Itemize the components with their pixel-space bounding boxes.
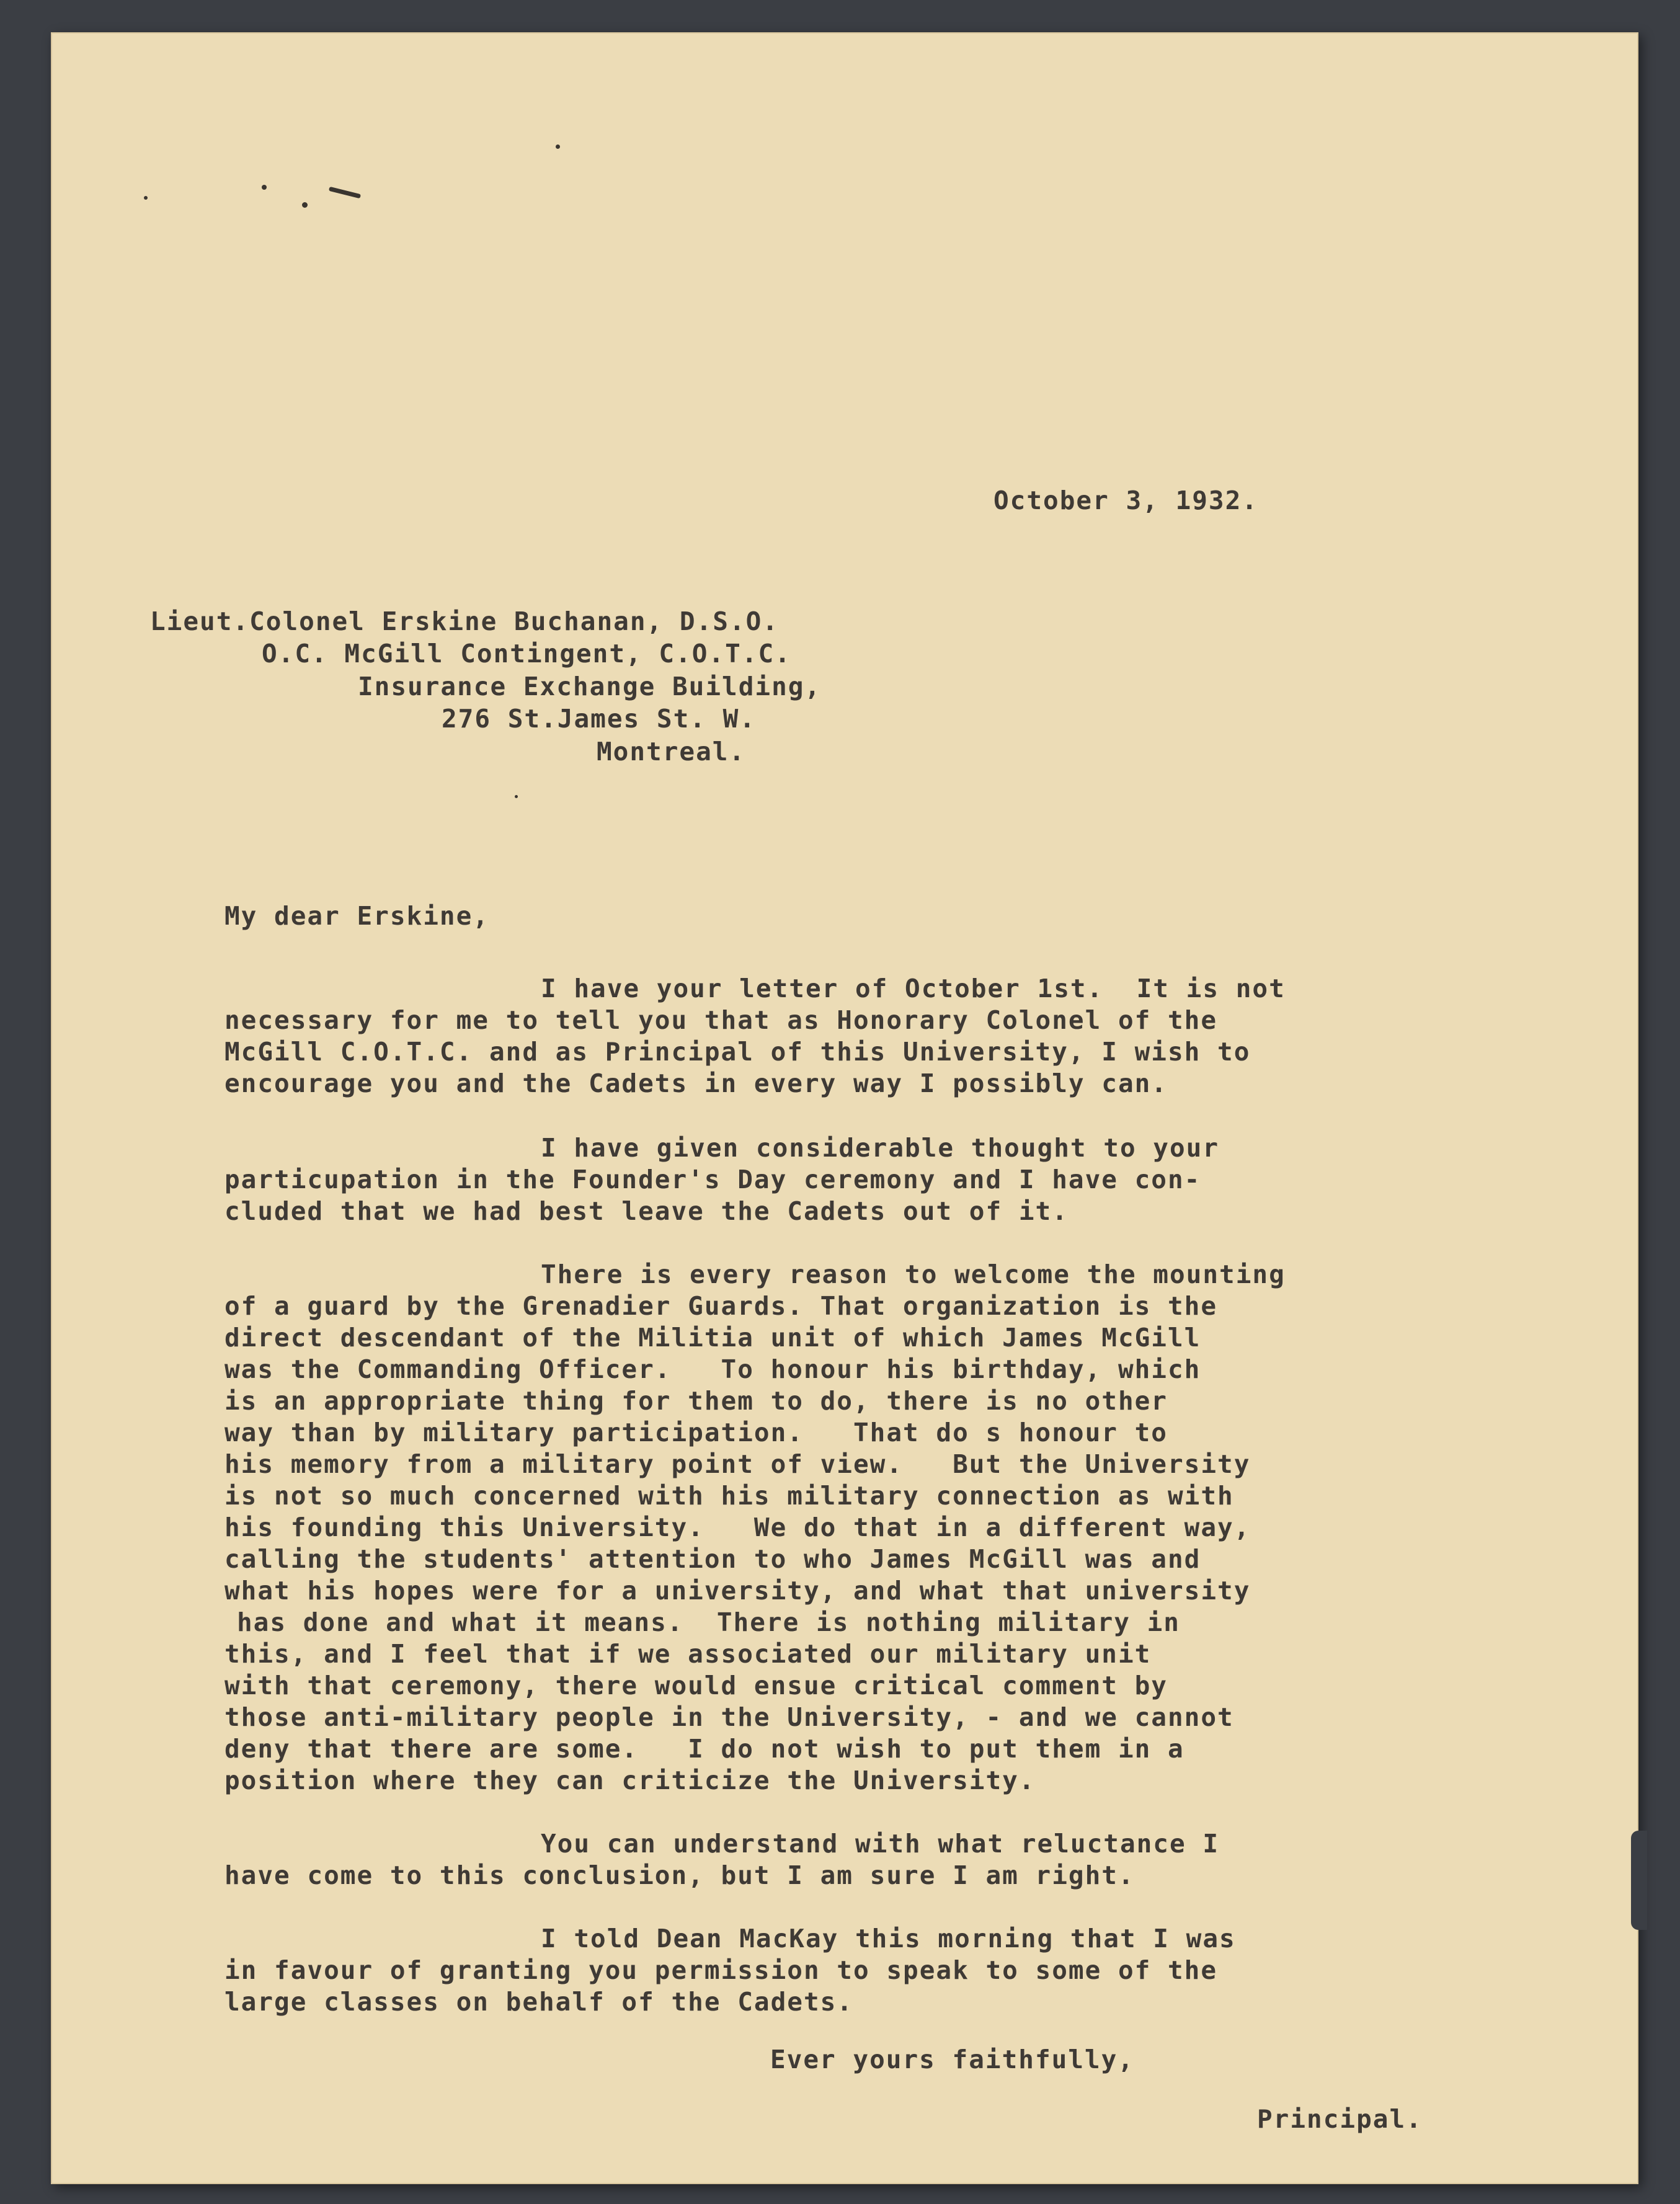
- address-line-3: Insurance Exchange Building,: [358, 672, 822, 701]
- paragraph5-line-3: large classes on behalf of the Cadets.: [224, 1987, 853, 2017]
- ink-mark: [329, 187, 361, 198]
- paragraph1-line-2: necessary for me to tell you that as Honorary Colonel of the: [224, 1005, 1218, 1035]
- paragraph1-line-4: encourage you and the Cadets in every way I possibly can.: [224, 1069, 1168, 1098]
- paragraph2-line-3: cluded that we had best leave the Cadets out of it.: [224, 1196, 1069, 1226]
- paragraph3-line-5: is an appropriate thing for them to do, there is no other: [224, 1386, 1168, 1416]
- page-edge-notch: [1631, 1831, 1647, 1930]
- paragraph3-line-6: way than by military participation. That do s honour to: [224, 1418, 1168, 1447]
- paragraph3-line-1: There is every reason to welcome the mounting: [541, 1260, 1286, 1289]
- paragraph3-line-11: what his hopes were for a university, and what that university: [224, 1576, 1251, 1606]
- paragraph3-line-9: his founding this University. We do that in a different way,: [224, 1513, 1251, 1542]
- address-line-2: O.C. McGill Contingent, C.O.T.C.: [262, 639, 791, 669]
- address-line-5: Montreal.: [597, 737, 746, 767]
- letter-date: October 3, 1932.: [993, 486, 1258, 515]
- ink-mark: [556, 144, 560, 149]
- paragraph4-line-1: You can understand with what reluctance I: [541, 1829, 1220, 1859]
- paragraph3-line-16: deny that there are some. I do not wish to put them in a: [224, 1734, 1184, 1764]
- paragraph3-line-10: calling the students' attention to who James McGill was and: [224, 1544, 1201, 1574]
- paragraph3-line-2: of a guard by the Grenadier Guards. That organization is the: [224, 1291, 1218, 1321]
- address-line-4: 276 St.James St. W.: [442, 704, 756, 734]
- paragraph2-line-1: I have given considerable thought to your: [541, 1133, 1220, 1163]
- paragraph3-line-4: was the Commanding Officer. To honour his birthday, which: [224, 1354, 1201, 1384]
- paragraph3-line-14: with that ceremony, there would ensue critical comment by: [224, 1671, 1168, 1700]
- paragraph2-line-2: particupation in the Founder's Day ceremony and I have con-: [224, 1165, 1201, 1194]
- paragraph3-line-17: position where they can criticize the University.: [224, 1766, 1036, 1795]
- ink-mark: [262, 185, 267, 190]
- paragraph3-line-8: is not so much concerned with his military connection as with: [224, 1481, 1234, 1511]
- address-line-1: Lieut.Colonel Erskine Buchanan, D.S.O.: [150, 607, 779, 636]
- ink-mark: [515, 795, 518, 798]
- closing: Ever yours faithfully,: [770, 2045, 1135, 2074]
- paragraph3-line-15: those anti-military people in the University, - and we cannot: [224, 1702, 1234, 1732]
- signature-title: Principal.: [1257, 2104, 1423, 2134]
- ink-mark: [144, 196, 148, 200]
- salutation: My dear Erskine,: [224, 901, 489, 931]
- paragraph3-line-12: has done and what it means. There is nothing military in: [237, 1607, 1180, 1637]
- paragraph1-line-3: McGill C.O.T.C. and as Principal of this University, I wish to: [224, 1037, 1251, 1067]
- paragraph3-line-7: his memory from a military point of view. But the University: [224, 1449, 1251, 1479]
- paragraph3-line-3: direct descendant of the Militia unit of which James McGill: [224, 1323, 1201, 1353]
- ink-mark: [302, 202, 308, 208]
- paragraph4-line-2: have come to this conclusion, but I am sure I am right.: [224, 1860, 1135, 1890]
- paragraph5-line-2: in favour of granting you permission to speak to some of the: [224, 1955, 1218, 1985]
- paragraph1-line-1: I have your letter of October 1st. It is not: [541, 974, 1286, 1003]
- paragraph5-line-1: I told Dean MacKay this morning that I was: [541, 1924, 1236, 1953]
- paragraph3-line-13: this, and I feel that if we associated our military unit: [224, 1639, 1152, 1669]
- letter-page: [51, 32, 1638, 2184]
